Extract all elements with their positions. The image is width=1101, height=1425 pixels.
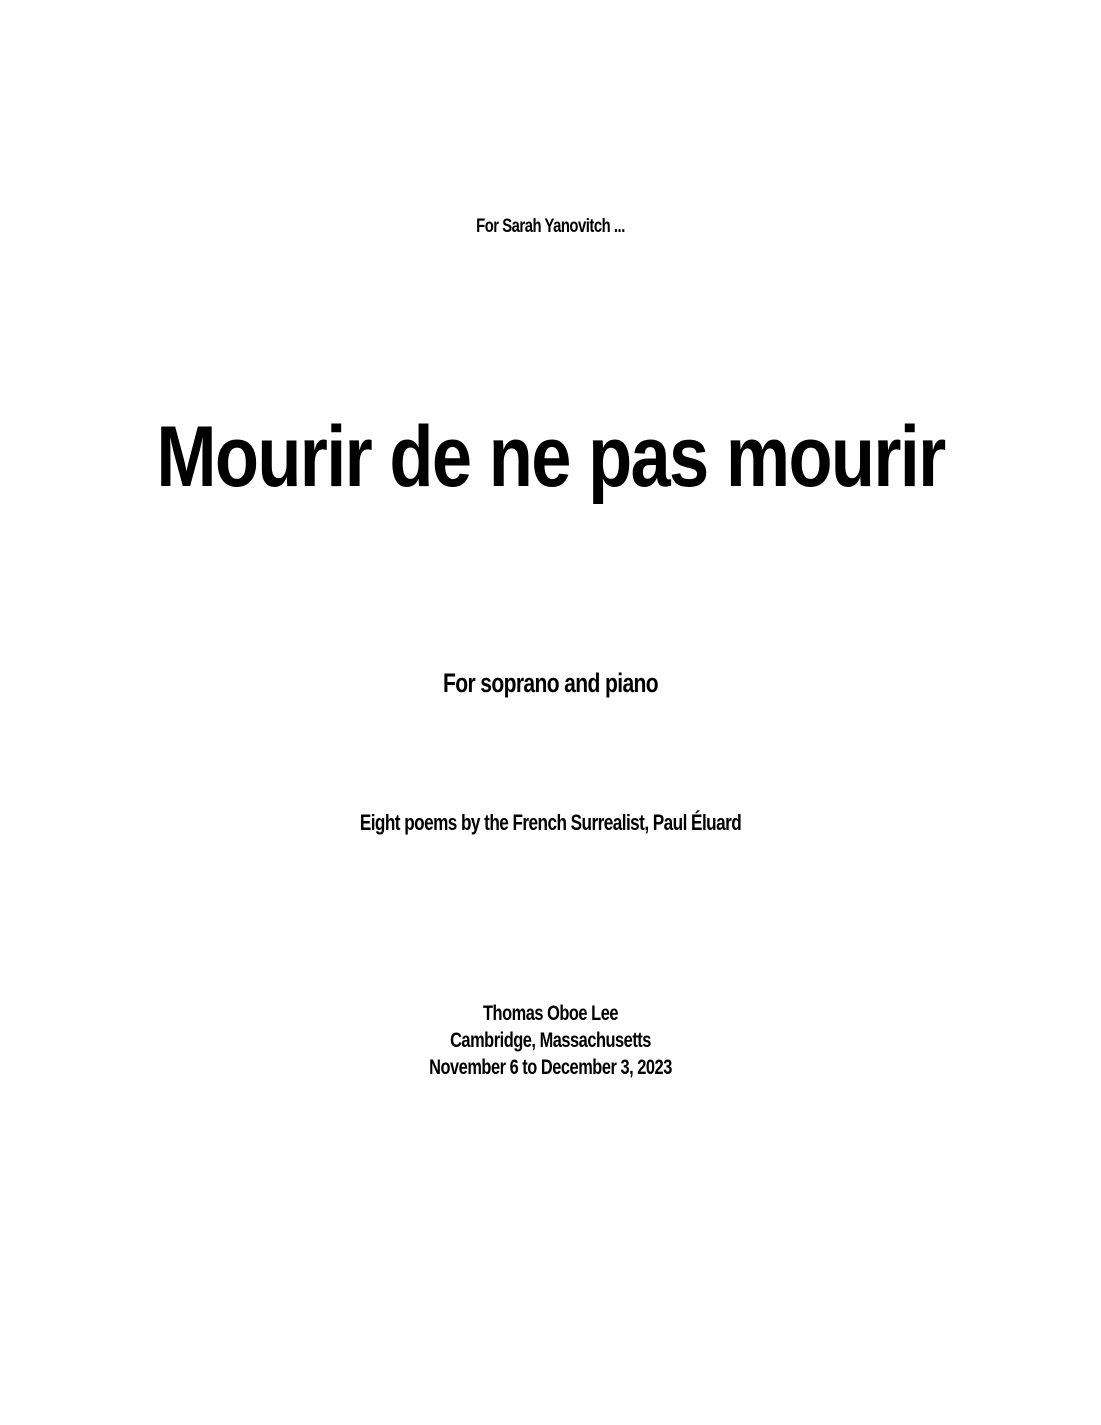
- composition-dates: November 6 to December 3, 2023: [429, 1056, 672, 1079]
- poems-note: Eight poems by the French Surrealist, Paul Éluard: [359, 810, 742, 835]
- page-title: Mourir de ne pas mourir: [156, 409, 945, 505]
- composer-name: Thomas Oboe Lee: [483, 1002, 618, 1025]
- composition-place: Cambridge, Massachusetts: [450, 1029, 651, 1052]
- credits-block: [121, 1000, 980, 1081]
- instrumentation: For soprano and piano: [442, 668, 659, 698]
- dedication: For Sarah Yanovitch ...: [476, 216, 625, 237]
